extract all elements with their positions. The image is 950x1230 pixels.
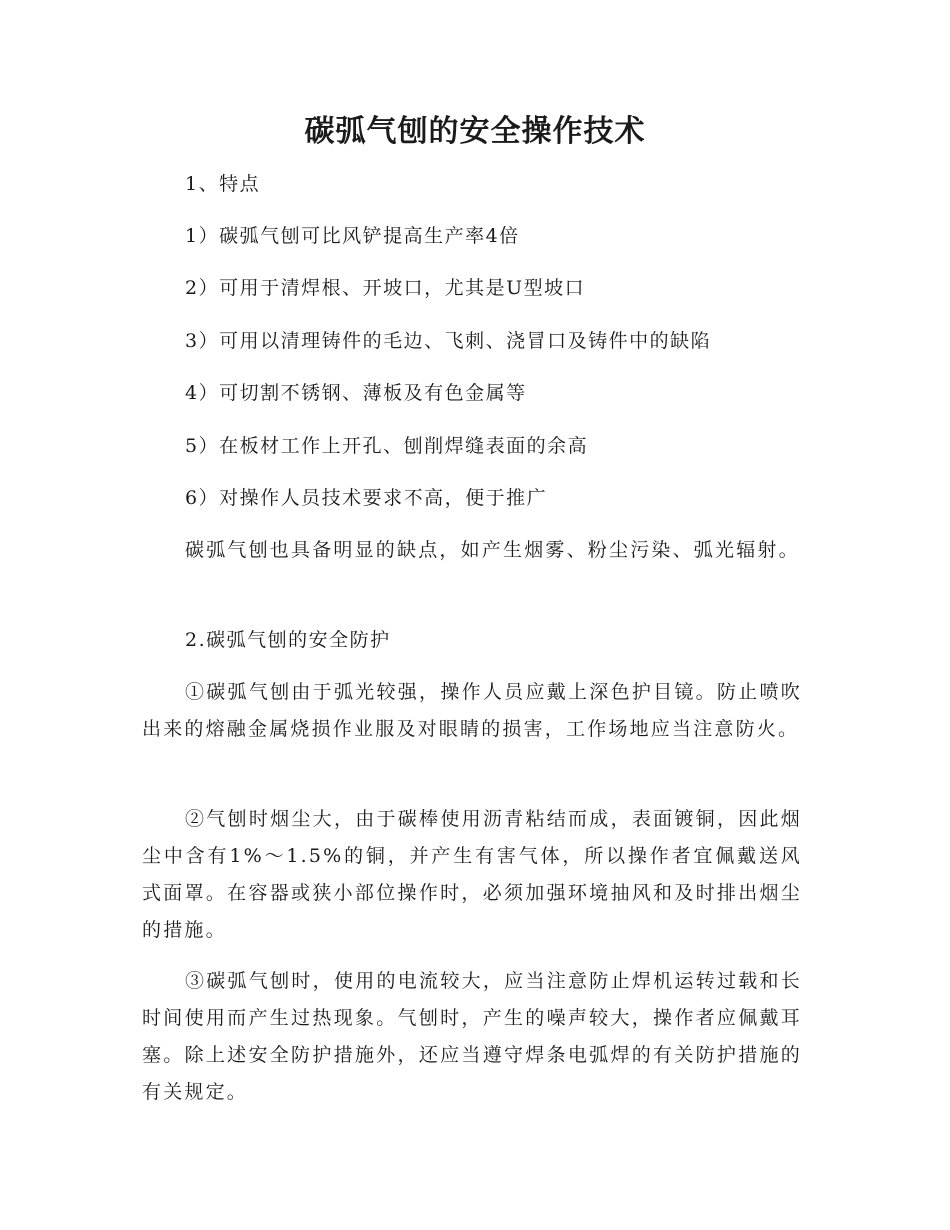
section-heading-safety: 2.碳弧气刨的安全防护 [185, 629, 391, 651]
safety-paragraph: ①碳弧气刨由于弧光较强，操作人员应戴上深色护目镜。防止喷吹出来的熔融金属烧损作业服及对眼睛的损害，工作场地应当注意防火。 [142, 681, 802, 740]
drawback-paragraph: 碳弧气刨也具备明显的缺点，如产生烟雾、粉尘污染、弧光辐射。 [185, 539, 800, 561]
feature-item: 1）碳弧气刨可比风铲提高生产率4倍 [185, 225, 520, 247]
safety-paragraph: ③碳弧气刨时，使用的电流较大，应当注意防止焊机运转过载和长时间使用而产生过热现象。气刨时，产生的噪声较大，操作者应佩戴耳塞。除上述安全防护措施外，还应当遵守焊条电弧焊的有关防护措施的有关规定。 [142, 970, 802, 1103]
feature-item: 3）可用以清理铸件的毛边、飞刺、浇冒口及铸件中的缺陷 [185, 330, 712, 352]
feature-item: 5）在板材工作上开孔、刨削焊缝表面的余高 [185, 435, 589, 457]
section-heading-features: 1、特点 [185, 173, 261, 195]
feature-item: 2）可用于清焊根、开坡口，尤其是U型坡口 [185, 277, 586, 299]
feature-item: 4）可切割不锈钢、薄板及有色金属等 [185, 382, 527, 404]
feature-item: 6）对操作人员技术要求不高，便于推广 [185, 487, 548, 509]
document-title: 碳弧气刨的安全操作技术 [304, 114, 646, 149]
safety-paragraph: ②气刨时烟尘大，由于碳棒使用沥青粘结而成，表面镀铜，因此烟尘中含有1%～1.5%的铜，并产生有害气体，所以操作者宜佩戴送风式面罩。在容器或狭小部位操作时，必须加强环境抽风和及时排出烟尘的措施。 [142, 808, 802, 941]
